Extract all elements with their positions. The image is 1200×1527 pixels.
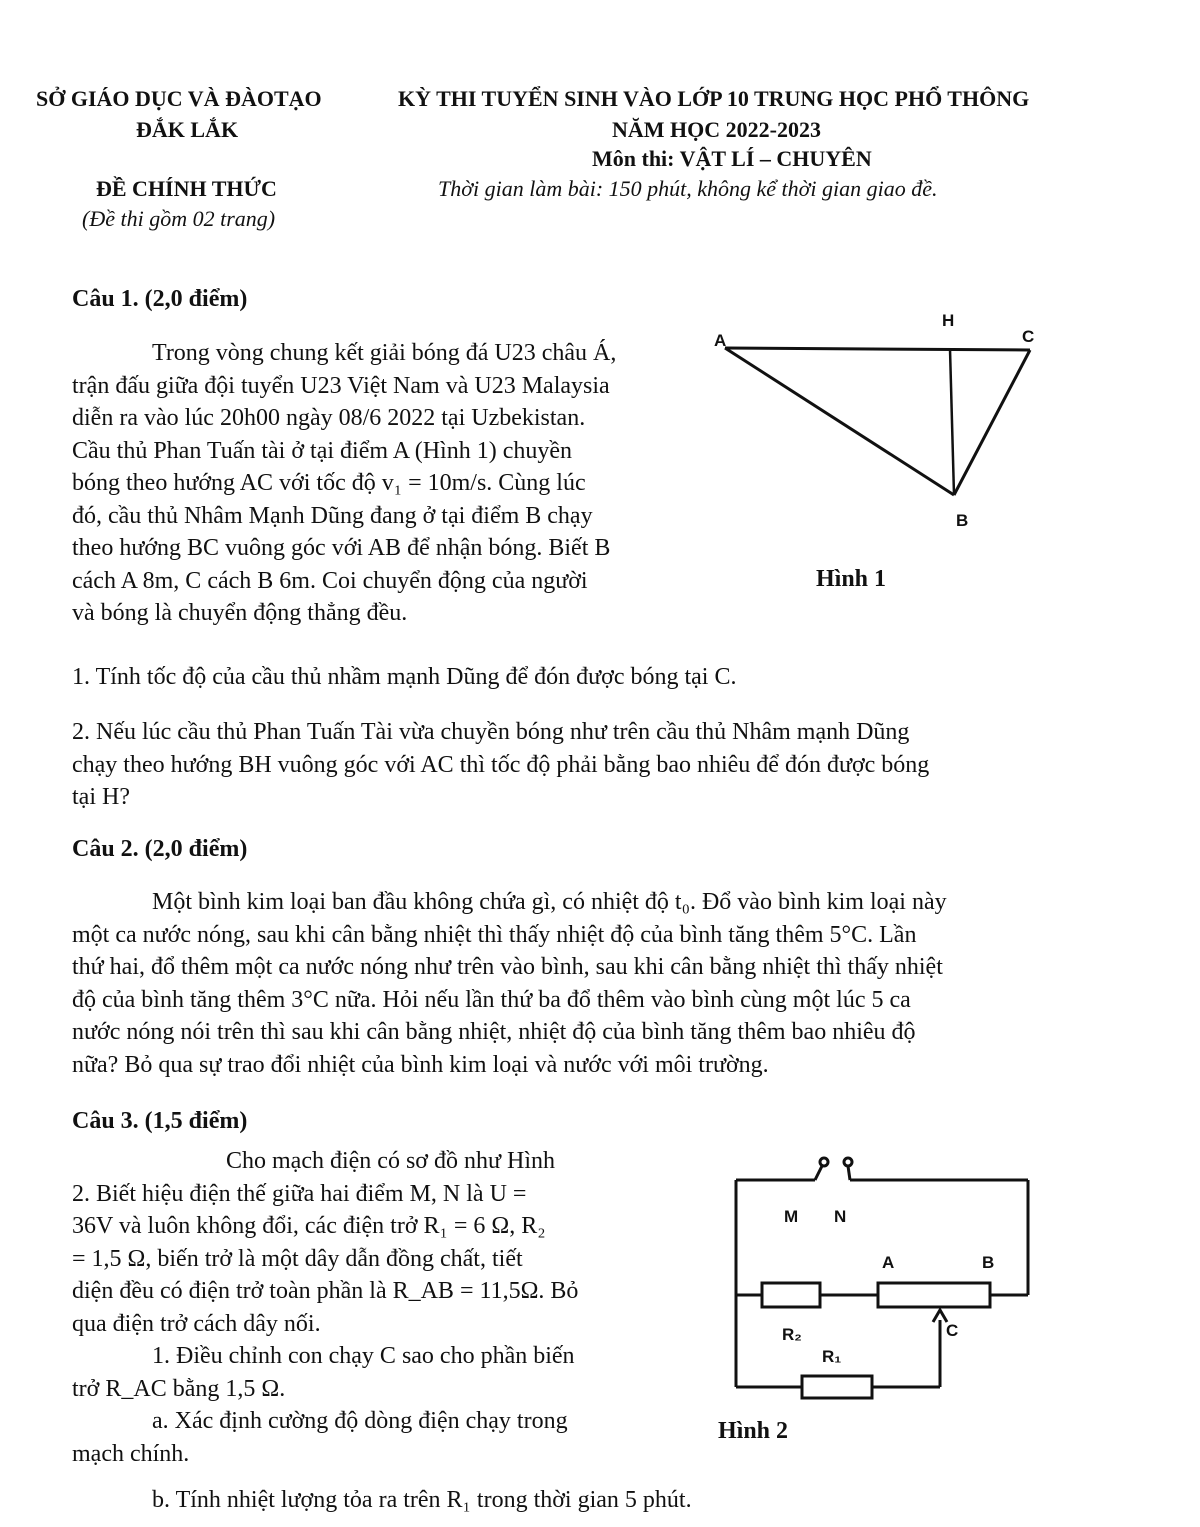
q1-line-9: và bóng là chuyển động thẳng đều. <box>72 600 408 626</box>
q3-item-1-line-1: 1. Điều chỉnh con chạy C sao cho phần biến <box>152 1343 575 1369</box>
segment-bh <box>950 349 954 495</box>
q3-item-a-line-1: a. Xác định cường độ dòng điện chạy trong <box>152 1408 568 1434</box>
q3-line-2: 2. Biết hiệu điện thế giữa hai điểm M, N là U = <box>72 1180 527 1207</box>
school-year: NĂM HỌC 2022-2023 <box>612 117 821 142</box>
fig2-label-m: M <box>784 1207 799 1226</box>
q1-line-4: Cầu thủ Phan Tuấn tài ở tại điểm A (Hình 1) chuyền <box>72 437 572 464</box>
figure-2-caption: Hình 2 <box>718 1418 789 1444</box>
terminal-n-stem <box>848 1166 850 1180</box>
terminal-m-stem <box>815 1166 822 1180</box>
figure-2 <box>720 1150 1050 1400</box>
q1-item-2-line-2: chạy theo hướng BH vuông góc với AC thì tốc độ phải bằng bao nhiêu để đón được bóng <box>72 751 930 778</box>
q1-line-3: diễn ra vào lúc 20h00 ngày 08/6 2022 tại Uzbekistan. <box>72 405 586 431</box>
q3-line-4: = 1,5 Ω, biến trở là một dây dẫn đồng chất, tiết <box>72 1245 523 1272</box>
rheostat-ab <box>878 1283 990 1307</box>
q3-line-3: 36V và luôn không đổi, các điện trở R₁ = 6 Ω, R₂ <box>72 1213 546 1239</box>
q3-item-a-line-2: mạch chính. <box>72 1440 190 1467</box>
q1-line-7: theo hướng BC vuông góc với AB để nhận bóng. Biết B <box>72 535 611 561</box>
official-label: ĐỀ CHÍNH THỨC <box>96 176 277 201</box>
q1-item-1: 1. Tính tốc độ của cầu thủ nhầm mạnh Dũng để đón được bóng tại C. <box>72 664 737 690</box>
terminal-n <box>844 1158 852 1166</box>
segment-ac <box>725 348 1030 350</box>
q1-item-2-line-1: 2. Nếu lúc cầu thủ Phan Tuấn Tài vừa chuyền bóng như trên cầu thủ Nhâm mạnh Dũng <box>72 719 910 745</box>
q2-paragraph <box>72 886 1072 1081</box>
q3-line-6: qua điện trở cách dây nối. <box>72 1310 321 1337</box>
fig1-label-a: A <box>714 331 727 350</box>
q1-line-2: trận đấu giữa đội tuyển U23 Việt Nam và U23 Malaysia <box>72 372 610 399</box>
q3-item-1-line-2: trở R_AC bằng 1,5 Ω. <box>72 1375 286 1402</box>
q1-title: Câu 1. (2,0 điểm) <box>72 286 248 312</box>
q2-line-2: một ca nước nóng, sau khi cân bằng nhiệt thì thấy nhiệt độ của bình tăng thêm 5°C. Lần <box>72 921 917 948</box>
fig2-label-r2: R₂ <box>782 1325 802 1344</box>
q1-item-2-line-3: tại H? <box>72 784 130 810</box>
terminal-m <box>820 1158 828 1166</box>
fig1-label-h: H <box>942 311 955 330</box>
q2-title: Câu 2. (2,0 điểm) <box>72 836 248 862</box>
org-line-1: SỞ GIÁO DỤC VÀ ĐÀOTẠO <box>36 86 322 111</box>
q2-line-5: nước nóng nói trên thì sau khi cân bằng nhiệt, nhiệt độ của bình tăng thêm bao nhiêu độ <box>72 1019 916 1045</box>
q3-title: Câu 3. (1,5 điểm) <box>72 1108 248 1134</box>
fig2-label-r1: R₁ <box>822 1347 842 1366</box>
q2-line-1: Một bình kim loại ban đầu không chứa gì, có nhiệt độ t₀. Đổ vào bình kim loại này <box>152 889 947 915</box>
resistor-r2 <box>762 1283 820 1307</box>
q1-paragraph <box>72 337 690 630</box>
q1-line-8: cách A 8m, C cách B 6m. Coi chuyển động của người <box>72 567 588 594</box>
segment-bc <box>954 350 1030 495</box>
subject: Môn thi: VẬT LÍ – CHUYÊN <box>592 146 872 171</box>
segment-ab <box>725 348 954 495</box>
fig1-label-c: C <box>1022 327 1035 346</box>
exam-title: KỲ THI TUYỂN SINH VÀO LỚP 10 TRUNG HỌC PHỔ THÔNG <box>398 86 1030 111</box>
figure-1 <box>700 290 1060 530</box>
fig2-label-c: C <box>946 1321 959 1340</box>
resistor-r1 <box>802 1376 872 1398</box>
fig2-label-n: N <box>834 1207 847 1226</box>
q3-line-5: diện đều có điện trở toàn phần là R_AB = 11,5Ω. Bỏ <box>72 1278 579 1304</box>
figure-1-caption: Hình 1 <box>816 566 887 592</box>
time-limit: Thời gian làm bài: 150 phút, không kể thời gian giao đề. <box>438 176 938 201</box>
fig2-label-b: B <box>982 1253 995 1272</box>
q3-item-b: b. Tính nhiệt lượng tỏa ra trên R₁ trong thời gian 5 phút. <box>152 1487 692 1513</box>
fig2-label-a: A <box>882 1253 895 1272</box>
q2-line-6: nữa? Bỏ qua sự trao đổi nhiệt của bình kim loại và nước với môi trường. <box>72 1051 769 1078</box>
q3-paragraph <box>72 1145 624 1470</box>
q1-item-2 <box>72 716 1072 814</box>
q2-line-4: độ của bình tăng thêm 3°C nữa. Hỏi nếu lần thứ ba đổ thêm vào bình cùng một lúc 5 ca <box>72 986 911 1013</box>
pages-note: (Đề thi gồm 02 trang) <box>82 206 276 231</box>
q2-line-3: thứ hai, đổ thêm một ca nước nóng như trên vào bình, sau khi cân bằng nhiệt thì thấy nhiệt <box>72 954 943 980</box>
q1-line-1: Trong vòng chung kết giải bóng đá U23 châu Á, <box>152 340 617 366</box>
org-line-2: ĐẮK LẮK <box>136 117 239 142</box>
q3-line-1: Cho mạch điện có sơ đồ như Hình <box>226 1148 555 1174</box>
fig1-label-b: B <box>956 511 969 530</box>
q1-line-5: bóng theo hướng AC với tốc độ v₁ = 10m/s. Cùng lúc <box>72 470 586 496</box>
q1-line-6: đó, cầu thủ Nhâm Mạnh Dũng đang ở tại điểm B chạy <box>72 502 593 529</box>
